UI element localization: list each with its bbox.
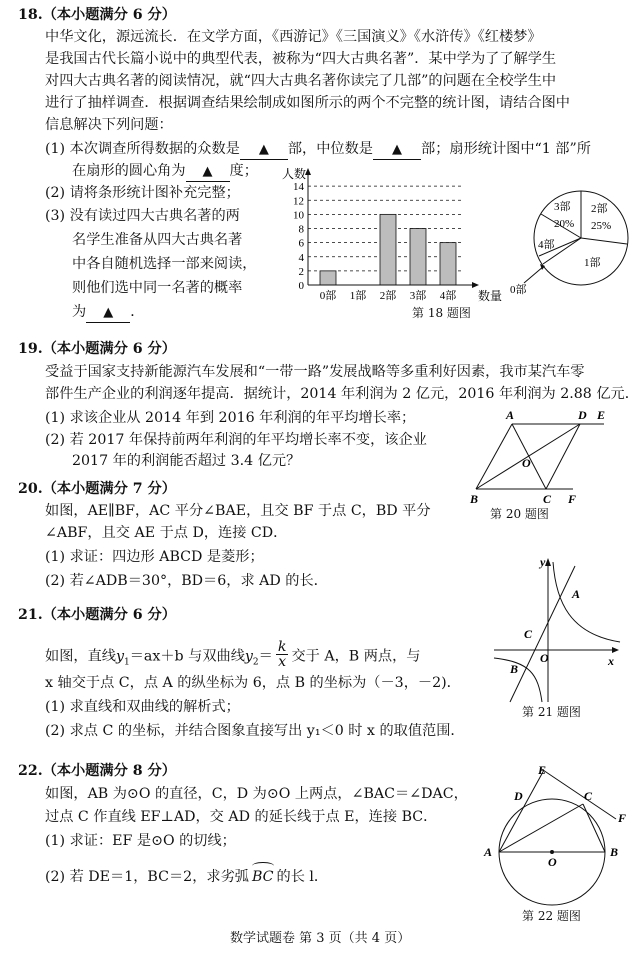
label-F: F bbox=[568, 492, 577, 506]
bar-x-tick-label: 4部 bbox=[439, 290, 457, 302]
bar-x-axis-arrow bbox=[472, 282, 479, 288]
bar-y-tick-label: 10 bbox=[293, 209, 304, 222]
q18-header: 18.（本小题满分 6 分） bbox=[18, 7, 176, 23]
bar-y-tick-label: 14 bbox=[293, 181, 304, 194]
pie-label-1: 1部 bbox=[584, 257, 601, 269]
label-F: F bbox=[618, 811, 627, 825]
bar-y-tick-label: 0 bbox=[298, 280, 304, 292]
bar-x-axis-label: 数量 bbox=[478, 289, 503, 303]
pie-label-4: 4部 bbox=[538, 239, 555, 251]
label-O: O bbox=[522, 456, 531, 470]
label-x: x bbox=[608, 654, 614, 668]
label-B: B bbox=[510, 662, 519, 676]
q22-header: 22.（本小题满分 8 分） bbox=[18, 763, 176, 779]
pie-label-0: 0部 bbox=[510, 284, 527, 296]
q18-line-5: 信息解决下列问题： bbox=[45, 117, 173, 133]
bar-y-tick-label: 8 bbox=[298, 223, 304, 236]
label-O: O bbox=[548, 855, 557, 869]
label-C: C bbox=[584, 789, 593, 803]
q21-part-1: (1) 求直线和双曲线的解析式； bbox=[45, 699, 240, 715]
q22-caption: 第 22 题图 bbox=[522, 909, 581, 923]
q21-caption: 第 21 题图 bbox=[522, 705, 581, 719]
q19-line-2: 部件生产企业的利润逐年提高．据统计，2014 年利润为 2 亿元，2016 年利润为 2.88 亿元． bbox=[45, 386, 639, 402]
q18-part-3-l4: 则他们选中同一名著的概率 bbox=[72, 280, 243, 296]
bar-3 bbox=[410, 229, 426, 286]
q21-line-2: x 轴交于点 C，点 A 的纵坐标为 6，点 B 的坐标为（－3，－2)． bbox=[45, 675, 461, 691]
q18-line-2: 是我国古代长篇小说中的典型代表，被称为“四大古典名著”．某中学为了了解学生 bbox=[45, 51, 557, 67]
q21-header: 21.（本小题满分 6 分） bbox=[18, 607, 176, 623]
q18-caption: 第 18 题图 bbox=[412, 306, 471, 320]
bar-x-tick-label: 2部 bbox=[379, 290, 397, 302]
q20-line-2: ∠ABF，且交 AE 于点 D，连接 CD． bbox=[45, 525, 288, 541]
q22-line-1: 如图，AB 为⊙O 的直径，C，D 为⊙O 上两点，∠BAC＝∠DAC， bbox=[45, 786, 468, 802]
bar-y-tick-label: 4 bbox=[298, 251, 304, 264]
label-A: A bbox=[506, 408, 515, 422]
q18-part-3-l1: (3) 没有读过四大古典名著的两 bbox=[45, 208, 240, 224]
pie-zero-pointer bbox=[524, 266, 544, 283]
bar-x-tick-label: 3部 bbox=[409, 290, 427, 302]
bar-y-tick-label: 2 bbox=[298, 265, 304, 278]
q20-part-1: (1) 求证：四边形 ABCD 是菱形； bbox=[45, 549, 264, 565]
q19-line-1: 受益于国家支持新能源汽车发展和“一带一路”发展战略等多重利好因素，我市某汽车零 bbox=[45, 364, 585, 380]
label-O: O bbox=[540, 651, 549, 665]
q18-line-1: 中华文化，源远流长．在文学方面，《西游记》《三国演义》《水浒传》《红楼梦》 bbox=[45, 29, 542, 45]
label-y: y bbox=[540, 555, 546, 569]
label-A: A bbox=[572, 587, 581, 601]
q20-line-1: 如图，AE∥BF，AC 平分∠BAE，且交 BF 于点 C，BD 平分 bbox=[45, 503, 431, 519]
label-D: D bbox=[514, 789, 523, 803]
x-axis-arrow bbox=[612, 647, 619, 653]
bar-4 bbox=[440, 243, 456, 285]
page-footer: 数学试题卷 第 3 页（共 4 页） bbox=[230, 931, 411, 946]
q18-part-1-cont: 在扇形的圆心角为 ▲ 度； bbox=[72, 162, 258, 182]
q18-part-3-l5: 为 ▲ ． bbox=[72, 303, 144, 323]
pie-label-2-pct: 25% bbox=[591, 220, 612, 232]
q20-header: 20.（本小题满分 7 分） bbox=[18, 481, 176, 497]
q18-part-3-l2: 名学生准备从四大古典名著 bbox=[72, 232, 243, 248]
q22-part-2: (2) 若 DE＝1，BC＝2，求劣弧 BC 的长 l． bbox=[45, 868, 328, 886]
q18-line-4: 进行了抽样调查．根据调查结果绘制成如图所示的两个不完整的统计图，请结合图中 bbox=[45, 95, 570, 111]
label-C: C bbox=[524, 627, 533, 641]
answer-blank: ▲ bbox=[86, 304, 130, 323]
q19-part-1: (1) 求该企业从 2014 年到 2016 年利润的年平均增长率； bbox=[45, 410, 416, 426]
bar-y-tick-label: 12 bbox=[293, 195, 304, 208]
side-AB bbox=[476, 424, 512, 489]
fraction-k-over-x: $\frac{k}{x}$ bbox=[277, 639, 287, 670]
label-B: B bbox=[470, 492, 479, 506]
q22-figure bbox=[480, 760, 638, 908]
q22-line-2: 过点 C 作直线 EF⊥AD，交 AD 的延长线于点 E，连接 BC． bbox=[45, 809, 438, 825]
center-O-dot bbox=[550, 850, 554, 854]
q18-line-3: 对四大古典名著的阅读情况，就“四大古典名著你读完了几部”的问题在全校学生中 bbox=[45, 73, 557, 89]
pie-chart bbox=[506, 190, 636, 300]
tangent-EF bbox=[540, 768, 616, 819]
bar-y-axis-label: 人数 bbox=[282, 167, 307, 181]
line-BC bbox=[583, 804, 605, 852]
q19-part-2-l2: 2017 年的利润能否超过 3.4 亿元？ bbox=[72, 453, 301, 469]
q21-line-1: 如图，直线$y_1=ax+b$ 与双曲线$y_2=$ $\frac{k}{x}$ 交于 A，B 两点，与 bbox=[45, 639, 421, 670]
y-axis-arrow bbox=[545, 558, 551, 566]
q18-part-3-l3: 中各自随机选择一部来阅读， bbox=[72, 256, 257, 272]
side-CD bbox=[546, 424, 580, 489]
pie-label-2: 2部 bbox=[591, 203, 608, 215]
bar-x-tick-label: 1部 bbox=[349, 290, 367, 302]
q19-header: 19.（本小题满分 6 分） bbox=[18, 341, 176, 357]
bar-chart bbox=[278, 166, 510, 306]
bar-2 bbox=[380, 214, 396, 285]
label-E: E bbox=[597, 408, 606, 422]
label-E: E bbox=[538, 763, 547, 777]
q22-part-1: (1) 求证：EF 是⊙O 的切线； bbox=[45, 833, 236, 849]
answer-blank: ▲ bbox=[240, 141, 288, 160]
pie-label-3: 3部 bbox=[554, 201, 571, 213]
bar-x-tick-label: 0部 bbox=[319, 290, 337, 302]
q20-part-2: (2) 若∠ADB＝30°，BD＝6，求 AD 的长． bbox=[45, 573, 328, 589]
arc-BC: BC bbox=[252, 868, 274, 886]
label-B: B bbox=[610, 845, 619, 859]
q21-figure bbox=[490, 554, 630, 704]
label-C: C bbox=[543, 492, 552, 506]
answer-blank: ▲ bbox=[373, 141, 421, 160]
q21-part-2: (2) 求点 C 的坐标，并结合图象直接写出 y₁＜0 时 x 的取值范围． bbox=[45, 723, 465, 739]
q18-part-2: (2) 请将条形统计图补充完整； bbox=[45, 185, 240, 201]
label-A: A bbox=[484, 845, 493, 859]
label-D: D bbox=[578, 408, 587, 422]
hyperbola-branch-1 bbox=[553, 562, 620, 642]
q19-part-2-l1: (2) 若 2017 年保持前两年利润的年平均增长率不变，该企业 bbox=[45, 432, 427, 448]
bar-0 bbox=[320, 271, 336, 285]
line-AC bbox=[499, 804, 583, 852]
q20-caption: 第 20 题图 bbox=[490, 507, 549, 521]
bar-y-tick-label: 6 bbox=[298, 237, 304, 250]
line-AB bbox=[510, 566, 575, 702]
answer-blank: ▲ bbox=[186, 163, 230, 182]
pie-label-3-pct: 20% bbox=[554, 218, 575, 230]
q18-part-1: (1) 本次调查所得数据的众数是 ▲ 部，中位数是 ▲ 部；扇形统计图中“1 部”所 bbox=[45, 140, 591, 160]
